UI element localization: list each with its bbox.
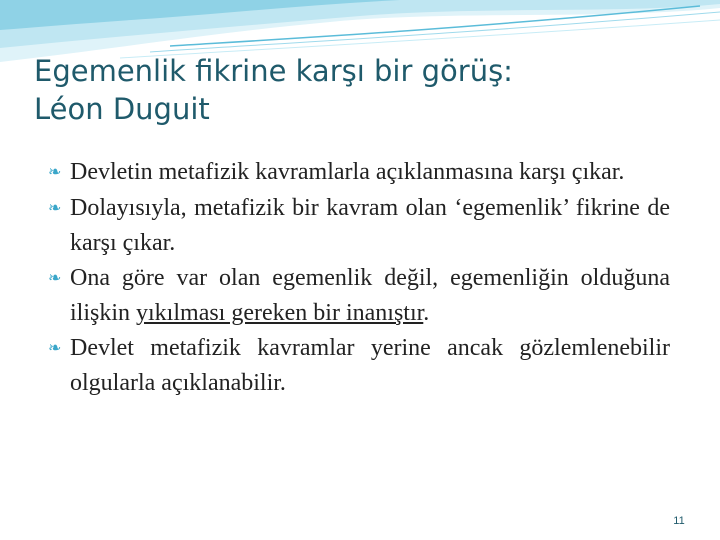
bullet-text-end: . xyxy=(423,300,430,326)
bullet-item xyxy=(48,191,670,260)
bullet-item xyxy=(48,331,670,400)
leaf-bullet-icon: ❧ xyxy=(48,200,62,217)
bullet-text: Dolayısıyla, metafizik bir kavram olan ‘egemenlik’ fikrine de karşı çıkar. xyxy=(70,195,670,256)
leaf-bullet-icon: ❧ xyxy=(48,270,62,287)
bullet-list xyxy=(48,155,670,401)
bullet-text: Devlet metafizik kavramlar yerine ancak gözlemlenebilir olgularla açıklanabilir. xyxy=(70,335,670,396)
leaf-bullet-icon: ❧ xyxy=(48,340,62,357)
underlined-text: yıkılması gereken bir inanıştır xyxy=(136,300,424,326)
page-number: 11 xyxy=(673,515,685,527)
leaf-bullet-icon: ❧ xyxy=(48,164,62,181)
bullet-text: Ona göre var olan egemenlik değil, egemenliğin olduğuna ilişkin xyxy=(70,265,670,326)
slide-title-line-1: Egemenlik fikrine karşı bir görüş: xyxy=(34,54,513,88)
bullet-text: Devletin metafizik kavramlarla açıklanmasına karşı çıkar. xyxy=(70,159,625,185)
slide-title-line-2: Léon Duguit xyxy=(34,92,210,126)
bullet-item xyxy=(48,155,670,190)
bullet-item xyxy=(48,261,670,330)
slide-title xyxy=(34,52,694,128)
